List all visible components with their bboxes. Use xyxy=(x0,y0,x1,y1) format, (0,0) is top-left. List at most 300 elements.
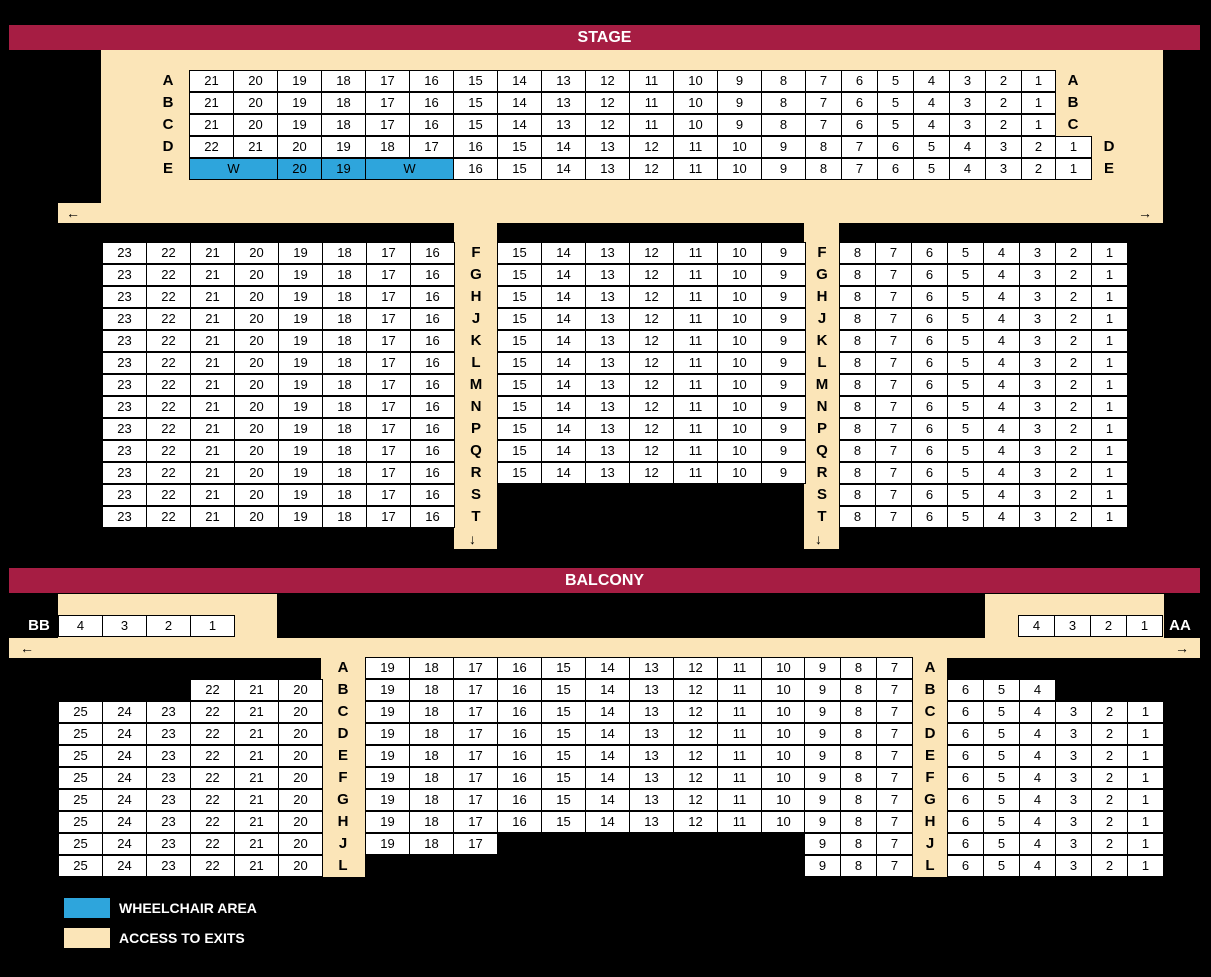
balcony-H-seat-25[interactable]: 25 xyxy=(58,811,103,833)
balcony-B-seat-8[interactable]: 8 xyxy=(840,679,877,701)
row-R-seat-11[interactable]: 11 xyxy=(673,462,718,484)
row-J-seat-7[interactable]: 7 xyxy=(875,308,912,330)
row-L-seat-20[interactable]: 20 xyxy=(234,352,279,374)
balcony-D-seat-3[interactable]: 3 xyxy=(1055,723,1092,745)
row-D-seat-5[interactable]: 5 xyxy=(913,136,950,158)
row-P-seat-18[interactable]: 18 xyxy=(322,418,367,440)
balcony-G-seat-9[interactable]: 9 xyxy=(804,789,841,811)
row-C-seat-2[interactable]: 2 xyxy=(985,114,1022,136)
balcony-G-seat-11[interactable]: 11 xyxy=(717,789,762,811)
row-D-seat-8[interactable]: 8 xyxy=(805,136,842,158)
balcony-L-seat-3[interactable]: 3 xyxy=(1055,855,1092,877)
balcony-F-seat-13[interactable]: 13 xyxy=(629,767,674,789)
row-L-seat-12[interactable]: 12 xyxy=(629,352,674,374)
balcony-F-seat-17[interactable]: 17 xyxy=(453,767,498,789)
row-P-seat-5[interactable]: 5 xyxy=(947,418,984,440)
row-A-seat-17[interactable]: 17 xyxy=(365,70,410,92)
balcony-F-seat-9[interactable]: 9 xyxy=(804,767,841,789)
balcony-C-seat-20[interactable]: 20 xyxy=(278,701,323,723)
row-F-seat-22[interactable]: 22 xyxy=(146,242,191,264)
balcony-G-seat-21[interactable]: 21 xyxy=(234,789,279,811)
row-S-seat-19[interactable]: 19 xyxy=(278,484,323,506)
row-Q-seat-19[interactable]: 19 xyxy=(278,440,323,462)
balcony-J-seat-23[interactable]: 23 xyxy=(146,833,191,855)
balcony-G-seat-4[interactable]: 4 xyxy=(1019,789,1056,811)
row-B-seat-15[interactable]: 15 xyxy=(453,92,498,114)
row-B-seat-3[interactable]: 3 xyxy=(949,92,986,114)
balcony-J-seat-9[interactable]: 9 xyxy=(804,833,841,855)
balcony-H-seat-4[interactable]: 4 xyxy=(1019,811,1056,833)
row-A-seat-5[interactable]: 5 xyxy=(877,70,914,92)
row-R-seat-21[interactable]: 21 xyxy=(190,462,235,484)
row-R-seat-18[interactable]: 18 xyxy=(322,462,367,484)
balcony-G-seat-2[interactable]: 2 xyxy=(1091,789,1128,811)
balcony-E-seat-15[interactable]: 15 xyxy=(541,745,586,767)
row-B-seat-6[interactable]: 6 xyxy=(841,92,878,114)
balcony-D-seat-17[interactable]: 17 xyxy=(453,723,498,745)
row-F-seat-20[interactable]: 20 xyxy=(234,242,279,264)
row-S-seat-18[interactable]: 18 xyxy=(322,484,367,506)
row-J-seat-23[interactable]: 23 xyxy=(102,308,147,330)
row-C-seat-14[interactable]: 14 xyxy=(497,114,542,136)
row-K-seat-10[interactable]: 10 xyxy=(717,330,762,352)
balcony-C-seat-23[interactable]: 23 xyxy=(146,701,191,723)
balcony-J-seat-24[interactable]: 24 xyxy=(102,833,147,855)
row-F-seat-16[interactable]: 16 xyxy=(410,242,455,264)
balcony-E-seat-4[interactable]: 4 xyxy=(1019,745,1056,767)
row-K-seat-6[interactable]: 6 xyxy=(911,330,948,352)
balcony-C-seat-4[interactable]: 4 xyxy=(1019,701,1056,723)
balcony-H-seat-22[interactable]: 22 xyxy=(190,811,235,833)
row-A-seat-1[interactable]: 1 xyxy=(1021,70,1056,92)
balcony-F-seat-18[interactable]: 18 xyxy=(409,767,454,789)
row-D-seat-10[interactable]: 10 xyxy=(717,136,762,158)
row-F-seat-5[interactable]: 5 xyxy=(947,242,984,264)
row-R-seat-20[interactable]: 20 xyxy=(234,462,279,484)
row-T-seat-7[interactable]: 7 xyxy=(875,506,912,528)
row-D-seat-22[interactable]: 22 xyxy=(189,136,234,158)
row-N-seat-17[interactable]: 17 xyxy=(366,396,411,418)
row-T-seat-23[interactable]: 23 xyxy=(102,506,147,528)
balcony-B-seat-9[interactable]: 9 xyxy=(804,679,841,701)
row-G-seat-7[interactable]: 7 xyxy=(875,264,912,286)
balcony-J-seat-17[interactable]: 17 xyxy=(453,833,498,855)
balcony-E-seat-17[interactable]: 17 xyxy=(453,745,498,767)
balcony-J-seat-5[interactable]: 5 xyxy=(983,833,1020,855)
balcony-L-seat-9[interactable]: 9 xyxy=(804,855,841,877)
row-P-seat-4[interactable]: 4 xyxy=(983,418,1020,440)
row-J-seat-11[interactable]: 11 xyxy=(673,308,718,330)
row-A-seat-11[interactable]: 11 xyxy=(629,70,674,92)
row-G-seat-14[interactable]: 14 xyxy=(541,264,586,286)
row-P-seat-3[interactable]: 3 xyxy=(1019,418,1056,440)
balcony-F-seat-22[interactable]: 22 xyxy=(190,767,235,789)
balcony-A-seat-14[interactable]: 14 xyxy=(585,657,630,679)
balcony-E-seat-10[interactable]: 10 xyxy=(761,745,806,767)
row-F-seat-7[interactable]: 7 xyxy=(875,242,912,264)
row-L-seat-10[interactable]: 10 xyxy=(717,352,762,374)
row-G-seat-11[interactable]: 11 xyxy=(673,264,718,286)
row-R-seat-15[interactable]: 15 xyxy=(497,462,542,484)
row-C-seat-12[interactable]: 12 xyxy=(585,114,630,136)
row-R-seat-22[interactable]: 22 xyxy=(146,462,191,484)
balcony-B-seat-21[interactable]: 21 xyxy=(234,679,279,701)
row-Q-seat-20[interactable]: 20 xyxy=(234,440,279,462)
row-R-seat-14[interactable]: 14 xyxy=(541,462,586,484)
row-E-seat-15[interactable]: 15 xyxy=(497,158,542,180)
row-L-seat-13[interactable]: 13 xyxy=(585,352,630,374)
row-C-seat-20[interactable]: 20 xyxy=(233,114,278,136)
row-Q-seat-12[interactable]: 12 xyxy=(629,440,674,462)
row-H-seat-1[interactable]: 1 xyxy=(1091,286,1128,308)
row-E-seat-1[interactable]: 1 xyxy=(1055,158,1092,180)
balcony-G-seat-1[interactable]: 1 xyxy=(1127,789,1164,811)
row-R-seat-13[interactable]: 13 xyxy=(585,462,630,484)
balcony-G-seat-17[interactable]: 17 xyxy=(453,789,498,811)
row-B-seat-7[interactable]: 7 xyxy=(805,92,842,114)
balcony-C-seat-25[interactable]: 25 xyxy=(58,701,103,723)
balcony-D-seat-13[interactable]: 13 xyxy=(629,723,674,745)
balcony-F-seat-14[interactable]: 14 xyxy=(585,767,630,789)
row-M-seat-23[interactable]: 23 xyxy=(102,374,147,396)
row-J-seat-21[interactable]: 21 xyxy=(190,308,235,330)
row-K-seat-12[interactable]: 12 xyxy=(629,330,674,352)
row-K-seat-9[interactable]: 9 xyxy=(761,330,806,352)
row-T-seat-2[interactable]: 2 xyxy=(1055,506,1092,528)
row-C-seat-3[interactable]: 3 xyxy=(949,114,986,136)
row-L-seat-23[interactable]: 23 xyxy=(102,352,147,374)
balcony-A-seat-9[interactable]: 9 xyxy=(804,657,841,679)
balcony-E-seat-9[interactable]: 9 xyxy=(804,745,841,767)
row-L-seat-18[interactable]: 18 xyxy=(322,352,367,374)
box-aa-seat-1[interactable]: 1 xyxy=(1126,615,1163,637)
row-K-seat-3[interactable]: 3 xyxy=(1019,330,1056,352)
row-M-seat-8[interactable]: 8 xyxy=(839,374,876,396)
row-L-seat-16[interactable]: 16 xyxy=(410,352,455,374)
row-F-seat-14[interactable]: 14 xyxy=(541,242,586,264)
row-R-seat-5[interactable]: 5 xyxy=(947,462,984,484)
row-N-seat-1[interactable]: 1 xyxy=(1091,396,1128,418)
row-J-seat-1[interactable]: 1 xyxy=(1091,308,1128,330)
balcony-G-seat-3[interactable]: 3 xyxy=(1055,789,1092,811)
row-M-seat-2[interactable]: 2 xyxy=(1055,374,1092,396)
row-P-seat-21[interactable]: 21 xyxy=(190,418,235,440)
balcony-D-seat-2[interactable]: 2 xyxy=(1091,723,1128,745)
row-N-seat-18[interactable]: 18 xyxy=(322,396,367,418)
balcony-E-seat-24[interactable]: 24 xyxy=(102,745,147,767)
balcony-F-seat-15[interactable]: 15 xyxy=(541,767,586,789)
balcony-D-seat-24[interactable]: 24 xyxy=(102,723,147,745)
row-S-seat-21[interactable]: 21 xyxy=(190,484,235,506)
row-C-seat-5[interactable]: 5 xyxy=(877,114,914,136)
balcony-D-seat-16[interactable]: 16 xyxy=(497,723,542,745)
balcony-J-seat-3[interactable]: 3 xyxy=(1055,833,1092,855)
balcony-H-seat-7[interactable]: 7 xyxy=(876,811,913,833)
row-M-seat-6[interactable]: 6 xyxy=(911,374,948,396)
row-K-seat-20[interactable]: 20 xyxy=(234,330,279,352)
balcony-H-seat-16[interactable]: 16 xyxy=(497,811,542,833)
row-H-seat-7[interactable]: 7 xyxy=(875,286,912,308)
row-M-seat-1[interactable]: 1 xyxy=(1091,374,1128,396)
balcony-G-seat-8[interactable]: 8 xyxy=(840,789,877,811)
row-J-seat-6[interactable]: 6 xyxy=(911,308,948,330)
balcony-F-seat-8[interactable]: 8 xyxy=(840,767,877,789)
balcony-D-seat-25[interactable]: 25 xyxy=(58,723,103,745)
balcony-B-seat-18[interactable]: 18 xyxy=(409,679,454,701)
row-D-seat-16[interactable]: 16 xyxy=(453,136,498,158)
row-D-seat-1[interactable]: 1 xyxy=(1055,136,1092,158)
box-aa-seat-2[interactable]: 2 xyxy=(1090,615,1127,637)
balcony-F-seat-20[interactable]: 20 xyxy=(278,767,323,789)
row-B-seat-17[interactable]: 17 xyxy=(365,92,410,114)
row-Q-seat-17[interactable]: 17 xyxy=(366,440,411,462)
balcony-E-seat-25[interactable]: 25 xyxy=(58,745,103,767)
balcony-B-seat-20[interactable]: 20 xyxy=(278,679,323,701)
row-J-seat-14[interactable]: 14 xyxy=(541,308,586,330)
balcony-G-seat-13[interactable]: 13 xyxy=(629,789,674,811)
balcony-B-seat-17[interactable]: 17 xyxy=(453,679,498,701)
balcony-J-seat-6[interactable]: 6 xyxy=(947,833,984,855)
balcony-G-seat-16[interactable]: 16 xyxy=(497,789,542,811)
balcony-D-seat-12[interactable]: 12 xyxy=(673,723,718,745)
balcony-F-seat-2[interactable]: 2 xyxy=(1091,767,1128,789)
balcony-B-seat-13[interactable]: 13 xyxy=(629,679,674,701)
row-N-seat-10[interactable]: 10 xyxy=(717,396,762,418)
row-J-seat-15[interactable]: 15 xyxy=(497,308,542,330)
row-N-seat-23[interactable]: 23 xyxy=(102,396,147,418)
row-T-seat-6[interactable]: 6 xyxy=(911,506,948,528)
row-Q-seat-1[interactable]: 1 xyxy=(1091,440,1128,462)
balcony-C-seat-22[interactable]: 22 xyxy=(190,701,235,723)
row-C-seat-9[interactable]: 9 xyxy=(717,114,762,136)
balcony-C-seat-14[interactable]: 14 xyxy=(585,701,630,723)
row-E-seat-19[interactable]: 19 xyxy=(321,158,366,180)
row-K-seat-13[interactable]: 13 xyxy=(585,330,630,352)
balcony-G-seat-25[interactable]: 25 xyxy=(58,789,103,811)
row-S-seat-23[interactable]: 23 xyxy=(102,484,147,506)
row-S-seat-2[interactable]: 2 xyxy=(1055,484,1092,506)
row-T-seat-16[interactable]: 16 xyxy=(410,506,455,528)
balcony-E-seat-8[interactable]: 8 xyxy=(840,745,877,767)
row-D-seat-9[interactable]: 9 xyxy=(761,136,806,158)
row-L-seat-22[interactable]: 22 xyxy=(146,352,191,374)
row-B-seat-10[interactable]: 10 xyxy=(673,92,718,114)
row-J-seat-12[interactable]: 12 xyxy=(629,308,674,330)
balcony-D-seat-1[interactable]: 1 xyxy=(1127,723,1164,745)
balcony-C-seat-6[interactable]: 6 xyxy=(947,701,984,723)
row-L-seat-6[interactable]: 6 xyxy=(911,352,948,374)
row-F-seat-23[interactable]: 23 xyxy=(102,242,147,264)
row-G-seat-2[interactable]: 2 xyxy=(1055,264,1092,286)
balcony-B-seat-19[interactable]: 19 xyxy=(365,679,410,701)
row-E-seat-12[interactable]: 12 xyxy=(629,158,674,180)
row-H-seat-8[interactable]: 8 xyxy=(839,286,876,308)
row-G-seat-19[interactable]: 19 xyxy=(278,264,323,286)
balcony-G-seat-5[interactable]: 5 xyxy=(983,789,1020,811)
row-L-seat-2[interactable]: 2 xyxy=(1055,352,1092,374)
row-G-seat-3[interactable]: 3 xyxy=(1019,264,1056,286)
row-G-seat-9[interactable]: 9 xyxy=(761,264,806,286)
row-K-seat-14[interactable]: 14 xyxy=(541,330,586,352)
row-S-seat-1[interactable]: 1 xyxy=(1091,484,1128,506)
row-T-seat-1[interactable]: 1 xyxy=(1091,506,1128,528)
row-A-seat-20[interactable]: 20 xyxy=(233,70,278,92)
balcony-L-seat-2[interactable]: 2 xyxy=(1091,855,1128,877)
balcony-E-seat-14[interactable]: 14 xyxy=(585,745,630,767)
row-H-seat-6[interactable]: 6 xyxy=(911,286,948,308)
row-K-seat-11[interactable]: 11 xyxy=(673,330,718,352)
balcony-F-seat-6[interactable]: 6 xyxy=(947,767,984,789)
balcony-E-seat-12[interactable]: 12 xyxy=(673,745,718,767)
row-M-seat-17[interactable]: 17 xyxy=(366,374,411,396)
row-G-seat-12[interactable]: 12 xyxy=(629,264,674,286)
row-K-seat-8[interactable]: 8 xyxy=(839,330,876,352)
balcony-C-seat-18[interactable]: 18 xyxy=(409,701,454,723)
row-A-seat-16[interactable]: 16 xyxy=(409,70,454,92)
row-A-seat-6[interactable]: 6 xyxy=(841,70,878,92)
row-B-seat-14[interactable]: 14 xyxy=(497,92,542,114)
balcony-H-seat-9[interactable]: 9 xyxy=(804,811,841,833)
box-aa-seat-3[interactable]: 3 xyxy=(1054,615,1091,637)
row-G-seat-16[interactable]: 16 xyxy=(410,264,455,286)
balcony-B-seat-22[interactable]: 22 xyxy=(190,679,235,701)
row-C-seat-18[interactable]: 18 xyxy=(321,114,366,136)
balcony-D-seat-6[interactable]: 6 xyxy=(947,723,984,745)
row-M-seat-20[interactable]: 20 xyxy=(234,374,279,396)
row-P-seat-10[interactable]: 10 xyxy=(717,418,762,440)
row-R-seat-9[interactable]: 9 xyxy=(761,462,806,484)
row-T-seat-21[interactable]: 21 xyxy=(190,506,235,528)
row-E-seat-4[interactable]: 4 xyxy=(949,158,986,180)
row-K-seat-16[interactable]: 16 xyxy=(410,330,455,352)
row-C-seat-21[interactable]: 21 xyxy=(189,114,234,136)
balcony-E-seat-2[interactable]: 2 xyxy=(1091,745,1128,767)
balcony-D-seat-7[interactable]: 7 xyxy=(876,723,913,745)
row-M-seat-14[interactable]: 14 xyxy=(541,374,586,396)
row-A-seat-8[interactable]: 8 xyxy=(761,70,806,92)
row-P-seat-6[interactable]: 6 xyxy=(911,418,948,440)
balcony-D-seat-10[interactable]: 10 xyxy=(761,723,806,745)
row-H-seat-2[interactable]: 2 xyxy=(1055,286,1092,308)
row-B-seat-19[interactable]: 19 xyxy=(277,92,322,114)
row-A-seat-4[interactable]: 4 xyxy=(913,70,950,92)
row-B-seat-20[interactable]: 20 xyxy=(233,92,278,114)
row-K-seat-23[interactable]: 23 xyxy=(102,330,147,352)
balcony-E-seat-5[interactable]: 5 xyxy=(983,745,1020,767)
box-bb-seat-2[interactable]: 2 xyxy=(146,615,191,637)
row-R-seat-17[interactable]: 17 xyxy=(366,462,411,484)
balcony-C-seat-13[interactable]: 13 xyxy=(629,701,674,723)
balcony-D-seat-5[interactable]: 5 xyxy=(983,723,1020,745)
balcony-G-seat-20[interactable]: 20 xyxy=(278,789,323,811)
row-R-seat-16[interactable]: 16 xyxy=(410,462,455,484)
row-A-seat-3[interactable]: 3 xyxy=(949,70,986,92)
row-L-seat-17[interactable]: 17 xyxy=(366,352,411,374)
row-F-seat-2[interactable]: 2 xyxy=(1055,242,1092,264)
balcony-L-seat-1[interactable]: 1 xyxy=(1127,855,1164,877)
row-E-seat-14[interactable]: 14 xyxy=(541,158,586,180)
row-K-seat-2[interactable]: 2 xyxy=(1055,330,1092,352)
row-R-seat-10[interactable]: 10 xyxy=(717,462,762,484)
balcony-C-seat-24[interactable]: 24 xyxy=(102,701,147,723)
balcony-H-seat-13[interactable]: 13 xyxy=(629,811,674,833)
balcony-C-seat-9[interactable]: 9 xyxy=(804,701,841,723)
row-K-seat-5[interactable]: 5 xyxy=(947,330,984,352)
balcony-L-seat-6[interactable]: 6 xyxy=(947,855,984,877)
row-P-seat-2[interactable]: 2 xyxy=(1055,418,1092,440)
row-C-seat-19[interactable]: 19 xyxy=(277,114,322,136)
row-A-seat-18[interactable]: 18 xyxy=(321,70,366,92)
box-bb-seat-1[interactable]: 1 xyxy=(190,615,235,637)
row-N-seat-22[interactable]: 22 xyxy=(146,396,191,418)
balcony-G-seat-12[interactable]: 12 xyxy=(673,789,718,811)
row-J-seat-3[interactable]: 3 xyxy=(1019,308,1056,330)
balcony-E-seat-11[interactable]: 11 xyxy=(717,745,762,767)
row-Q-seat-14[interactable]: 14 xyxy=(541,440,586,462)
row-J-seat-18[interactable]: 18 xyxy=(322,308,367,330)
row-S-seat-16[interactable]: 16 xyxy=(410,484,455,506)
row-L-seat-8[interactable]: 8 xyxy=(839,352,876,374)
row-C-seat-8[interactable]: 8 xyxy=(761,114,806,136)
row-H-seat-13[interactable]: 13 xyxy=(585,286,630,308)
balcony-F-seat-1[interactable]: 1 xyxy=(1127,767,1164,789)
balcony-C-seat-16[interactable]: 16 xyxy=(497,701,542,723)
balcony-G-seat-15[interactable]: 15 xyxy=(541,789,586,811)
balcony-L-seat-25[interactable]: 25 xyxy=(58,855,103,877)
balcony-B-seat-15[interactable]: 15 xyxy=(541,679,586,701)
row-T-seat-17[interactable]: 17 xyxy=(366,506,411,528)
row-G-seat-4[interactable]: 4 xyxy=(983,264,1020,286)
balcony-E-seat-6[interactable]: 6 xyxy=(947,745,984,767)
row-L-seat-4[interactable]: 4 xyxy=(983,352,1020,374)
row-N-seat-19[interactable]: 19 xyxy=(278,396,323,418)
row-E-seat-11[interactable]: 11 xyxy=(673,158,718,180)
balcony-C-seat-17[interactable]: 17 xyxy=(453,701,498,723)
balcony-H-seat-17[interactable]: 17 xyxy=(453,811,498,833)
row-F-seat-4[interactable]: 4 xyxy=(983,242,1020,264)
row-L-seat-9[interactable]: 9 xyxy=(761,352,806,374)
row-A-seat-14[interactable]: 14 xyxy=(497,70,542,92)
row-D-seat-19[interactable]: 19 xyxy=(321,136,366,158)
balcony-D-seat-4[interactable]: 4 xyxy=(1019,723,1056,745)
row-H-seat-16[interactable]: 16 xyxy=(410,286,455,308)
balcony-H-seat-3[interactable]: 3 xyxy=(1055,811,1092,833)
row-F-seat-15[interactable]: 15 xyxy=(497,242,542,264)
row-R-seat-19[interactable]: 19 xyxy=(278,462,323,484)
row-B-seat-5[interactable]: 5 xyxy=(877,92,914,114)
wheelchair-space[interactable]: W xyxy=(189,158,278,180)
row-F-seat-18[interactable]: 18 xyxy=(322,242,367,264)
balcony-G-seat-7[interactable]: 7 xyxy=(876,789,913,811)
balcony-E-seat-18[interactable]: 18 xyxy=(409,745,454,767)
balcony-J-seat-25[interactable]: 25 xyxy=(58,833,103,855)
row-E-seat-10[interactable]: 10 xyxy=(717,158,762,180)
row-L-seat-14[interactable]: 14 xyxy=(541,352,586,374)
balcony-B-seat-16[interactable]: 16 xyxy=(497,679,542,701)
balcony-D-seat-15[interactable]: 15 xyxy=(541,723,586,745)
row-N-seat-21[interactable]: 21 xyxy=(190,396,235,418)
row-B-seat-16[interactable]: 16 xyxy=(409,92,454,114)
balcony-J-seat-22[interactable]: 22 xyxy=(190,833,235,855)
row-F-seat-6[interactable]: 6 xyxy=(911,242,948,264)
row-S-seat-3[interactable]: 3 xyxy=(1019,484,1056,506)
row-Q-seat-5[interactable]: 5 xyxy=(947,440,984,462)
row-P-seat-8[interactable]: 8 xyxy=(839,418,876,440)
balcony-F-seat-24[interactable]: 24 xyxy=(102,767,147,789)
row-H-seat-5[interactable]: 5 xyxy=(947,286,984,308)
row-H-seat-15[interactable]: 15 xyxy=(497,286,542,308)
row-S-seat-6[interactable]: 6 xyxy=(911,484,948,506)
